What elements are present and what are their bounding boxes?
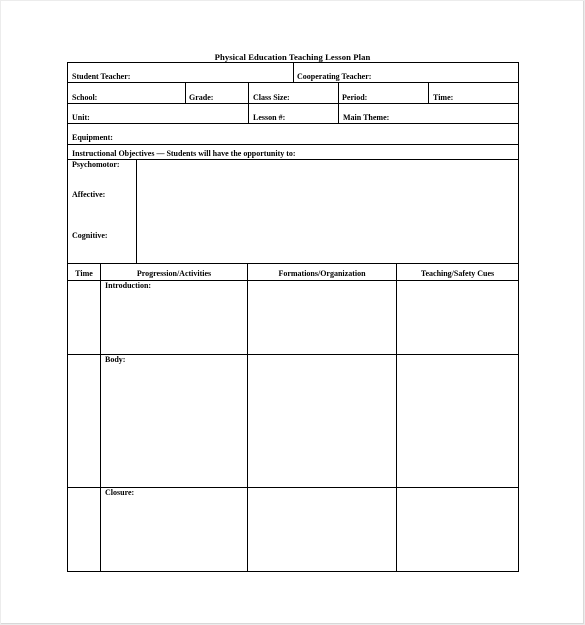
equipment-label: Equipment: bbox=[72, 133, 113, 142]
class-size-label: Class Size: bbox=[253, 93, 290, 102]
student-teacher-label: Student Teacher: bbox=[72, 72, 131, 81]
row-divider bbox=[67, 487, 519, 488]
body-label: Body: bbox=[105, 355, 126, 364]
table-column-divider bbox=[100, 263, 101, 572]
lesson-plan-form bbox=[67, 62, 519, 572]
objectives-heading: Instructional Objectives — Students will have the opportunity to: bbox=[72, 149, 296, 158]
closure-label: Closure: bbox=[105, 488, 135, 497]
lesson-number-label: Lesson #: bbox=[253, 113, 286, 122]
cognitive-label: Cognitive: bbox=[72, 231, 108, 240]
psychomotor-label: Psychomotor: bbox=[72, 160, 120, 169]
cell-divider bbox=[248, 82, 249, 123]
cooperating-teacher-label: Cooperating Teacher: bbox=[297, 72, 372, 81]
cell-divider bbox=[136, 159, 137, 263]
cell-divider bbox=[185, 82, 186, 103]
cell-divider bbox=[428, 82, 429, 103]
grade-label: Grade: bbox=[189, 93, 214, 102]
school-label: School: bbox=[72, 93, 98, 102]
row-divider bbox=[67, 354, 519, 355]
time-label: Time: bbox=[433, 93, 454, 102]
table-column-divider bbox=[396, 263, 397, 572]
row-divider bbox=[67, 144, 519, 145]
document-title: Physical Education Teaching Lesson Plan bbox=[214, 52, 371, 62]
cell-divider bbox=[338, 82, 339, 123]
row-divider bbox=[67, 103, 519, 104]
row-divider bbox=[67, 263, 519, 264]
row-divider bbox=[67, 159, 519, 160]
formations-column-header: Formations/Organization bbox=[278, 269, 366, 278]
affective-label: Affective: bbox=[72, 190, 106, 199]
time-column-header: Time bbox=[75, 269, 93, 278]
period-label: Period: bbox=[342, 93, 368, 102]
row-divider bbox=[67, 123, 519, 124]
progression-column-header: Progression/Activities bbox=[136, 269, 212, 278]
table-column-divider bbox=[247, 263, 248, 572]
unit-label: Unit: bbox=[72, 113, 90, 122]
cell-divider bbox=[293, 62, 294, 83]
main-theme-label: Main Theme: bbox=[343, 113, 390, 122]
introduction-label: Introduction: bbox=[105, 281, 152, 290]
cues-column-header: Teaching/Safety Cues bbox=[420, 269, 495, 278]
